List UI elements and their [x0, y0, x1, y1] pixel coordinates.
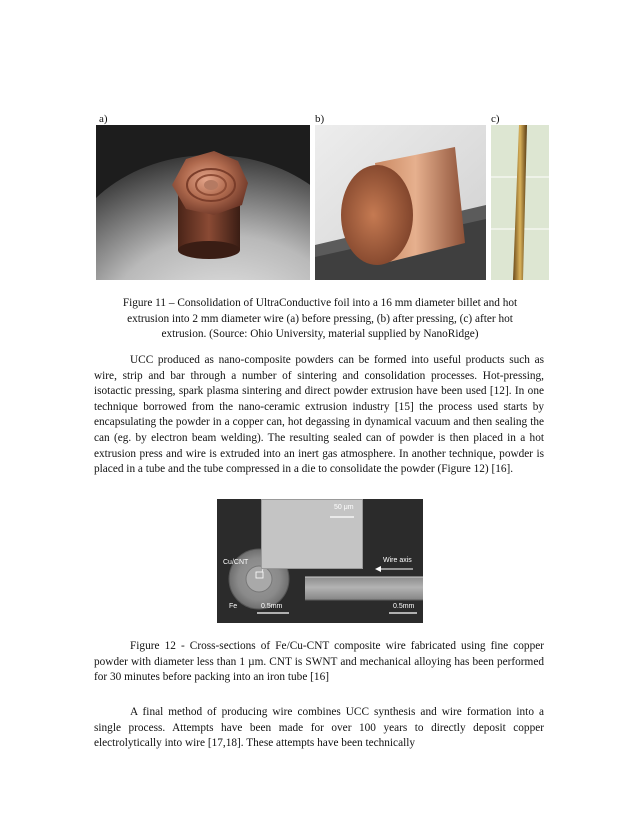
figure-11-caption-line-2: extrusion into 2 mm diameter wire (a) before pressing, (b) after pressing, (c) after hot: [127, 312, 513, 325]
figure-11-caption-line-3: extrusion. (Source: Ohio University, material supplied by NanoRidge): [161, 328, 479, 340]
body-paragraph-electrolytic: A final method of producing wire combines UCC synthesis and wire formation into a single process. Attempts have been made for over 100 years to directly deposit copper electrolytically into wire [17,18]. These attempts have been technically: [94, 706, 544, 750]
figure-11-panel-a-label: a): [99, 113, 108, 125]
scale-label-right: 0.5mm: [393, 603, 415, 610]
photo-wire-after-extrusion: [491, 125, 549, 280]
figure-12-caption: Figure 12 - Cross-sections of Fe/Cu-CNT composite wire fabricated using fine copper powder with diameter less than 1 µm. CNT is SWNT and mechanical alloying has been performed for 30 minutes before packing into an iron tube [16]: [94, 640, 544, 684]
label-fe: Fe: [229, 603, 238, 610]
figure-11-panel-c-label: c): [491, 113, 500, 125]
label-cu-cnt: Cu/CNT: [223, 559, 249, 566]
scale-label-50um: 50 μm: [334, 504, 354, 511]
photo-billet-after-pressing: [315, 125, 486, 280]
label-wire-axis: Wire axis: [383, 557, 412, 564]
micrograph-inset-zoom: [261, 499, 363, 569]
photo-foil-before-pressing: [96, 125, 310, 280]
body-paragraph-consolidation: UCC produced as nano-composite powders can be formed into useful products such as wire, strip and bar through a number of sintering and consolidation processes. Hot-pressing, isotactic pressing, spark plasma sintering and direct powder extrusion have been used [12]. In one technique borrowed from the nano-ceramic extrusion industry [15] the process used starts by encapsulating the powder in a copper can, hot degassing in dynamical vacuum and then sealing the can (eg. by electron beam welding). The resulting sealed can of powder is then placed in a hot extrusion press and wire is extruded into an inert gas atmosphere. In another technique, powder is placed in a tube and the tube compressed in a die to consolidate the powder (Figure 12) [16].: [94, 354, 544, 476]
figure-11-caption: [92, 296, 548, 343]
figure-11-panel-b-label: b): [315, 113, 325, 125]
figure-11-caption-line-1: Figure 11 – Consolidation of UltraConductive foil into a 16 mm diameter billet and hot: [122, 297, 518, 309]
figure-12-micrograph: [217, 499, 423, 623]
scale-label-left: 0.5mm: [261, 603, 283, 610]
